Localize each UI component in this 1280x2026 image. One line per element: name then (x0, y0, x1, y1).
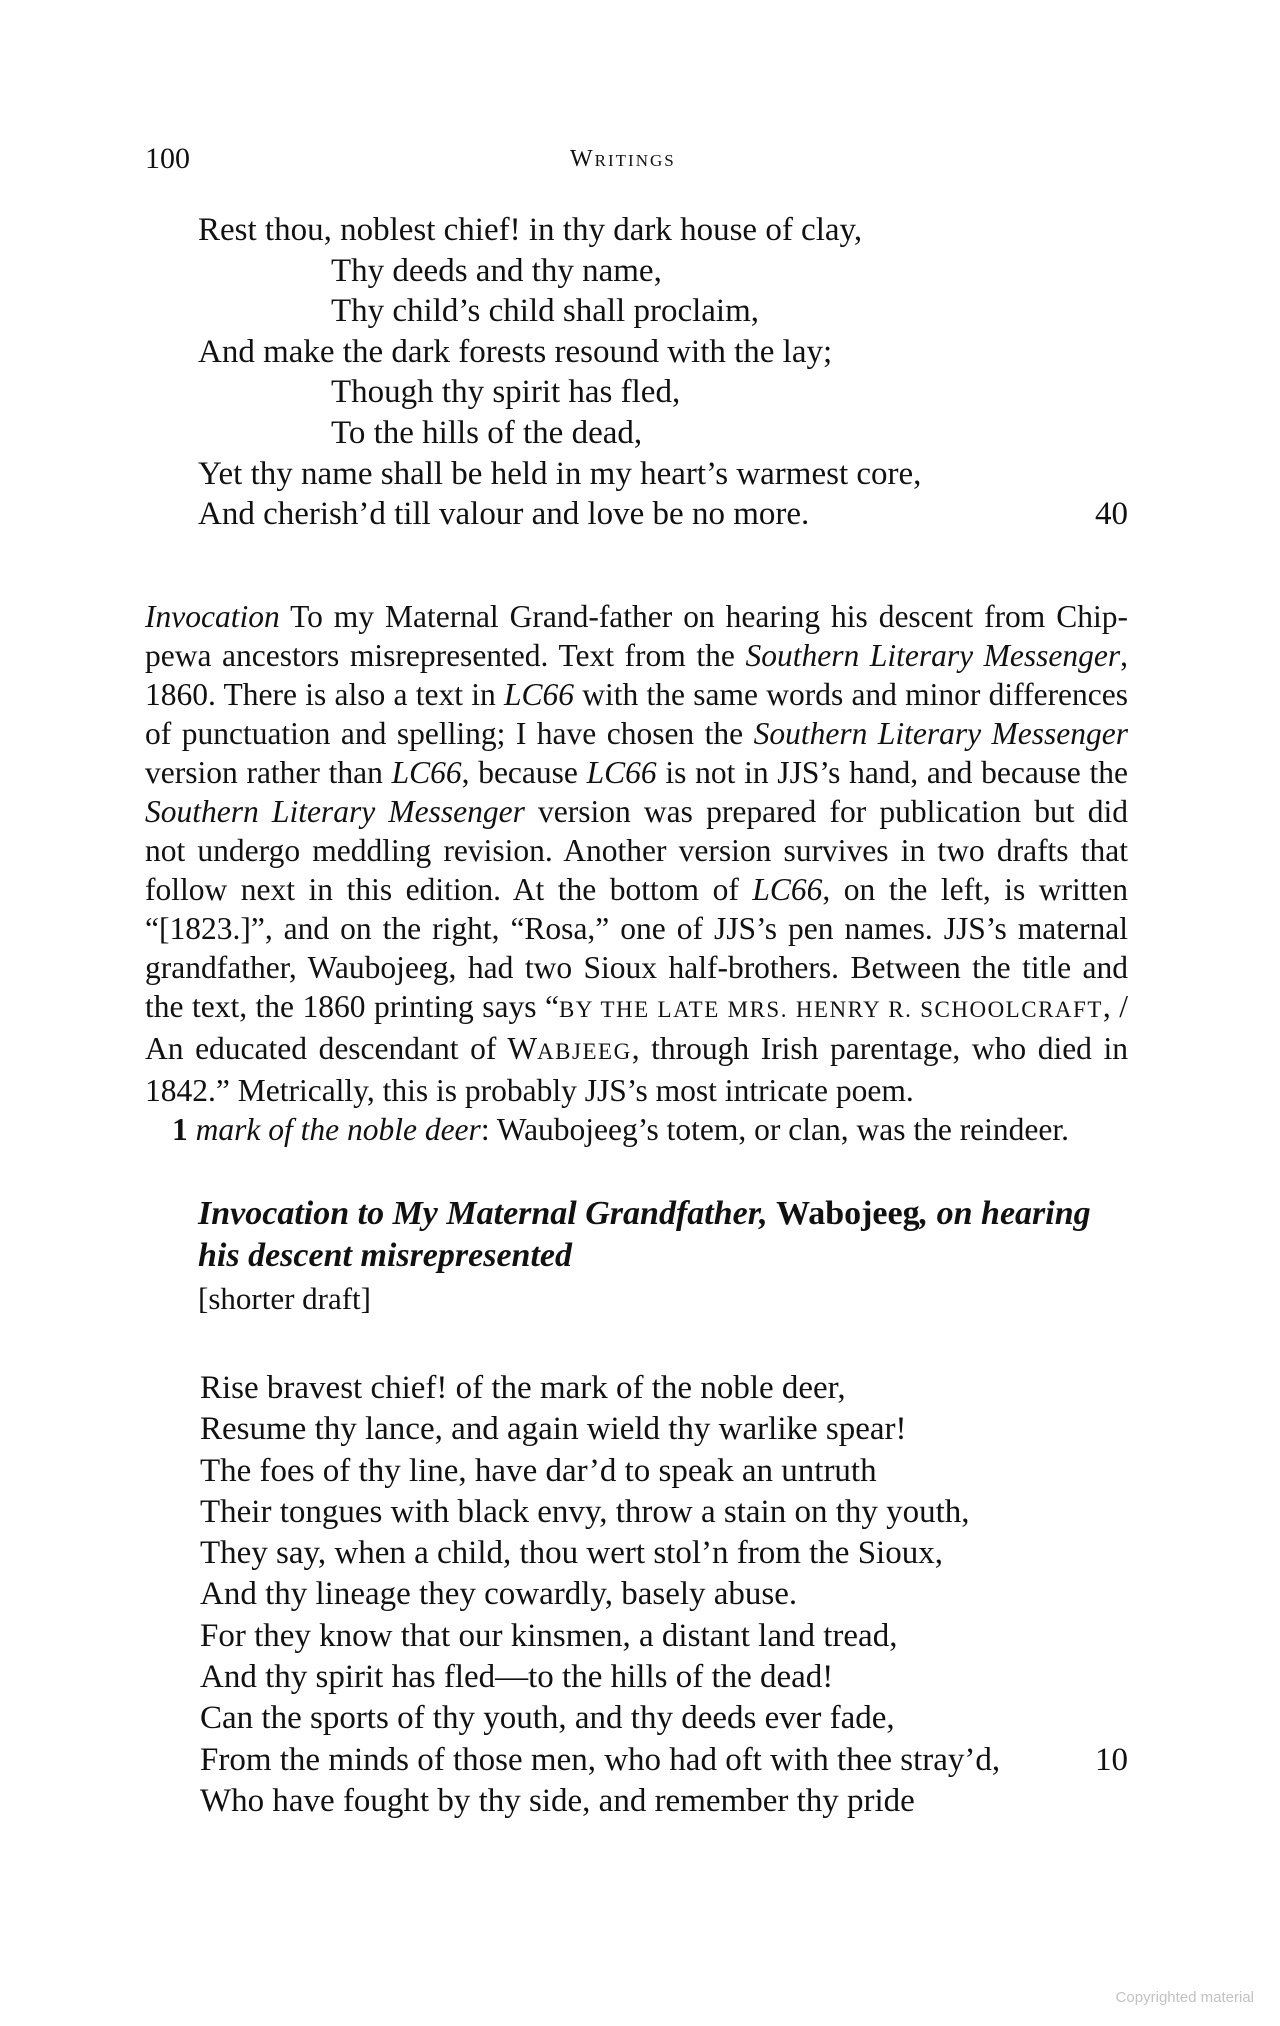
title-name: Wabojeeg (776, 1195, 920, 1232)
copyright-watermark: Copyrighted material (1115, 1989, 1254, 2006)
editorial-notes (145, 597, 1128, 1149)
poem-line: Though thy spirit has fled, (331, 374, 681, 411)
line-number: 10 (1095, 1741, 1128, 1778)
poem-line: Thy deeds and thy name, (331, 252, 662, 289)
gloss-term: mark of the noble deer (195, 1112, 481, 1147)
poem-line: And thy lineage they cowardly, basely abuse. (200, 1576, 798, 1613)
poem-title (198, 1193, 1128, 1277)
note-text: , on the left, is written “[1823.]”, and on the right, “Rosa,” one of JJS’s pen names. JJS’s maternal grandfather, Waubojeeg, had two Sioux half-brothers. Between the title and the text, the 1860 printing says “ (145, 872, 1128, 1024)
note-text: , because (461, 755, 587, 790)
running-head: Writings (570, 146, 676, 172)
small-caps-text: BY THE LATE MRS. HENRY R. SCHOOLCRAFT (558, 997, 1103, 1022)
source-siglum: LC66 (752, 872, 823, 907)
title-text: Invocation to My Maternal Grandfather, (198, 1195, 777, 1232)
note-text: To my Maternal Grand-father on hearing his descent from Chippewa ancestors misrepresented. Text from the (145, 599, 1128, 673)
source-title: Southern Literary Messenger (753, 716, 1129, 751)
note-text: , / An educated descendant of (145, 989, 1128, 1066)
poem-line: The foes of thy line, have dar’d to speak an untruth (200, 1452, 877, 1489)
note-text: version rather than (145, 755, 392, 790)
source-title: Southern Literary Messenger (745, 638, 1121, 673)
poem-line: Who have fought by thy side, and remember thy pride (200, 1782, 915, 1819)
gloss-note (145, 1110, 1128, 1149)
poem-line: And make the dark forests resound with the lay; (198, 333, 833, 370)
source-siglum: LC66 (586, 755, 657, 790)
poem-line: Rest thou, noblest chief! in thy dark house of clay, (198, 212, 863, 248)
poem-line-numbered (198, 494, 1128, 535)
small-caps-text: ABJEEG (537, 1039, 632, 1064)
poem-line: Yet thy name shall be held in my heart’s warmest core, (198, 455, 922, 492)
poem-subtitle: [shorter draft] (198, 1281, 371, 1316)
title-text: , on hearing his descent misrepresented (198, 1195, 1091, 1274)
poem-stanza-end (198, 210, 1128, 535)
page-number: 100 (145, 142, 190, 175)
poem-line: Resume thy lance, and again wield thy warlike spear! (200, 1411, 907, 1448)
gloss-definition: : Waubojeeg’s totem, or clan, was the reindeer. (480, 1112, 1070, 1147)
source-siglum: LC66 (503, 677, 574, 712)
note-lemma: Invocation (145, 599, 280, 634)
poem-line: Can the sports of thy youth, and thy deeds ever fade, (200, 1700, 895, 1737)
note-text: with the same words and minor differences of punctuation and spelling; I have chosen the (145, 677, 1129, 751)
poem-line-text: And cherish’d till valour and love be no more. (198, 496, 810, 533)
poem-line: Their tongues with black envy, throw a stain on thy youth, (200, 1493, 970, 1530)
poem-line: For they know that our kinsmen, a distant land tread, (200, 1617, 898, 1654)
source-siglum: LC66 (391, 755, 462, 790)
note-text: , 1860. There is also a text in (145, 638, 1129, 712)
poem-line-numbered (200, 1740, 1128, 1781)
note-paragraph (145, 597, 1128, 1110)
poem-line-text: From the minds of those men, who had oft with thee stray’d, (200, 1741, 1001, 1778)
poem-line: They say, when a child, thou wert stol’n from the Sioux, (200, 1535, 943, 1572)
poem-line: To the hills of the dead, (331, 414, 643, 451)
note-text: is not in JJS’s hand, and because the (656, 755, 1128, 790)
source-title: Southern Literary Messenger (145, 794, 525, 829)
note-text: , through Irish parentage, who died in 1842.” Metrically, this is probably JJS’s most intricate poem. (145, 1031, 1128, 1108)
poem-line: Rise bravest chief! of the mark of the noble deer, (200, 1370, 846, 1406)
poem-line: And thy spirit has fled—to the hills of the dead! (200, 1659, 834, 1696)
poem-body (200, 1368, 1128, 1822)
note-text: version was prepared for publication but did not undergo meddling revision. Another version survives in two drafts that follow next in this edition. At the bottom of (145, 794, 1128, 907)
poem-heading (198, 1193, 1128, 1319)
gloss-line-number: 1 (172, 1112, 196, 1147)
poem-line: Thy child’s child shall proclaim, (331, 293, 760, 330)
line-number: 40 (1095, 496, 1128, 533)
small-caps-initial: W (507, 1031, 538, 1066)
